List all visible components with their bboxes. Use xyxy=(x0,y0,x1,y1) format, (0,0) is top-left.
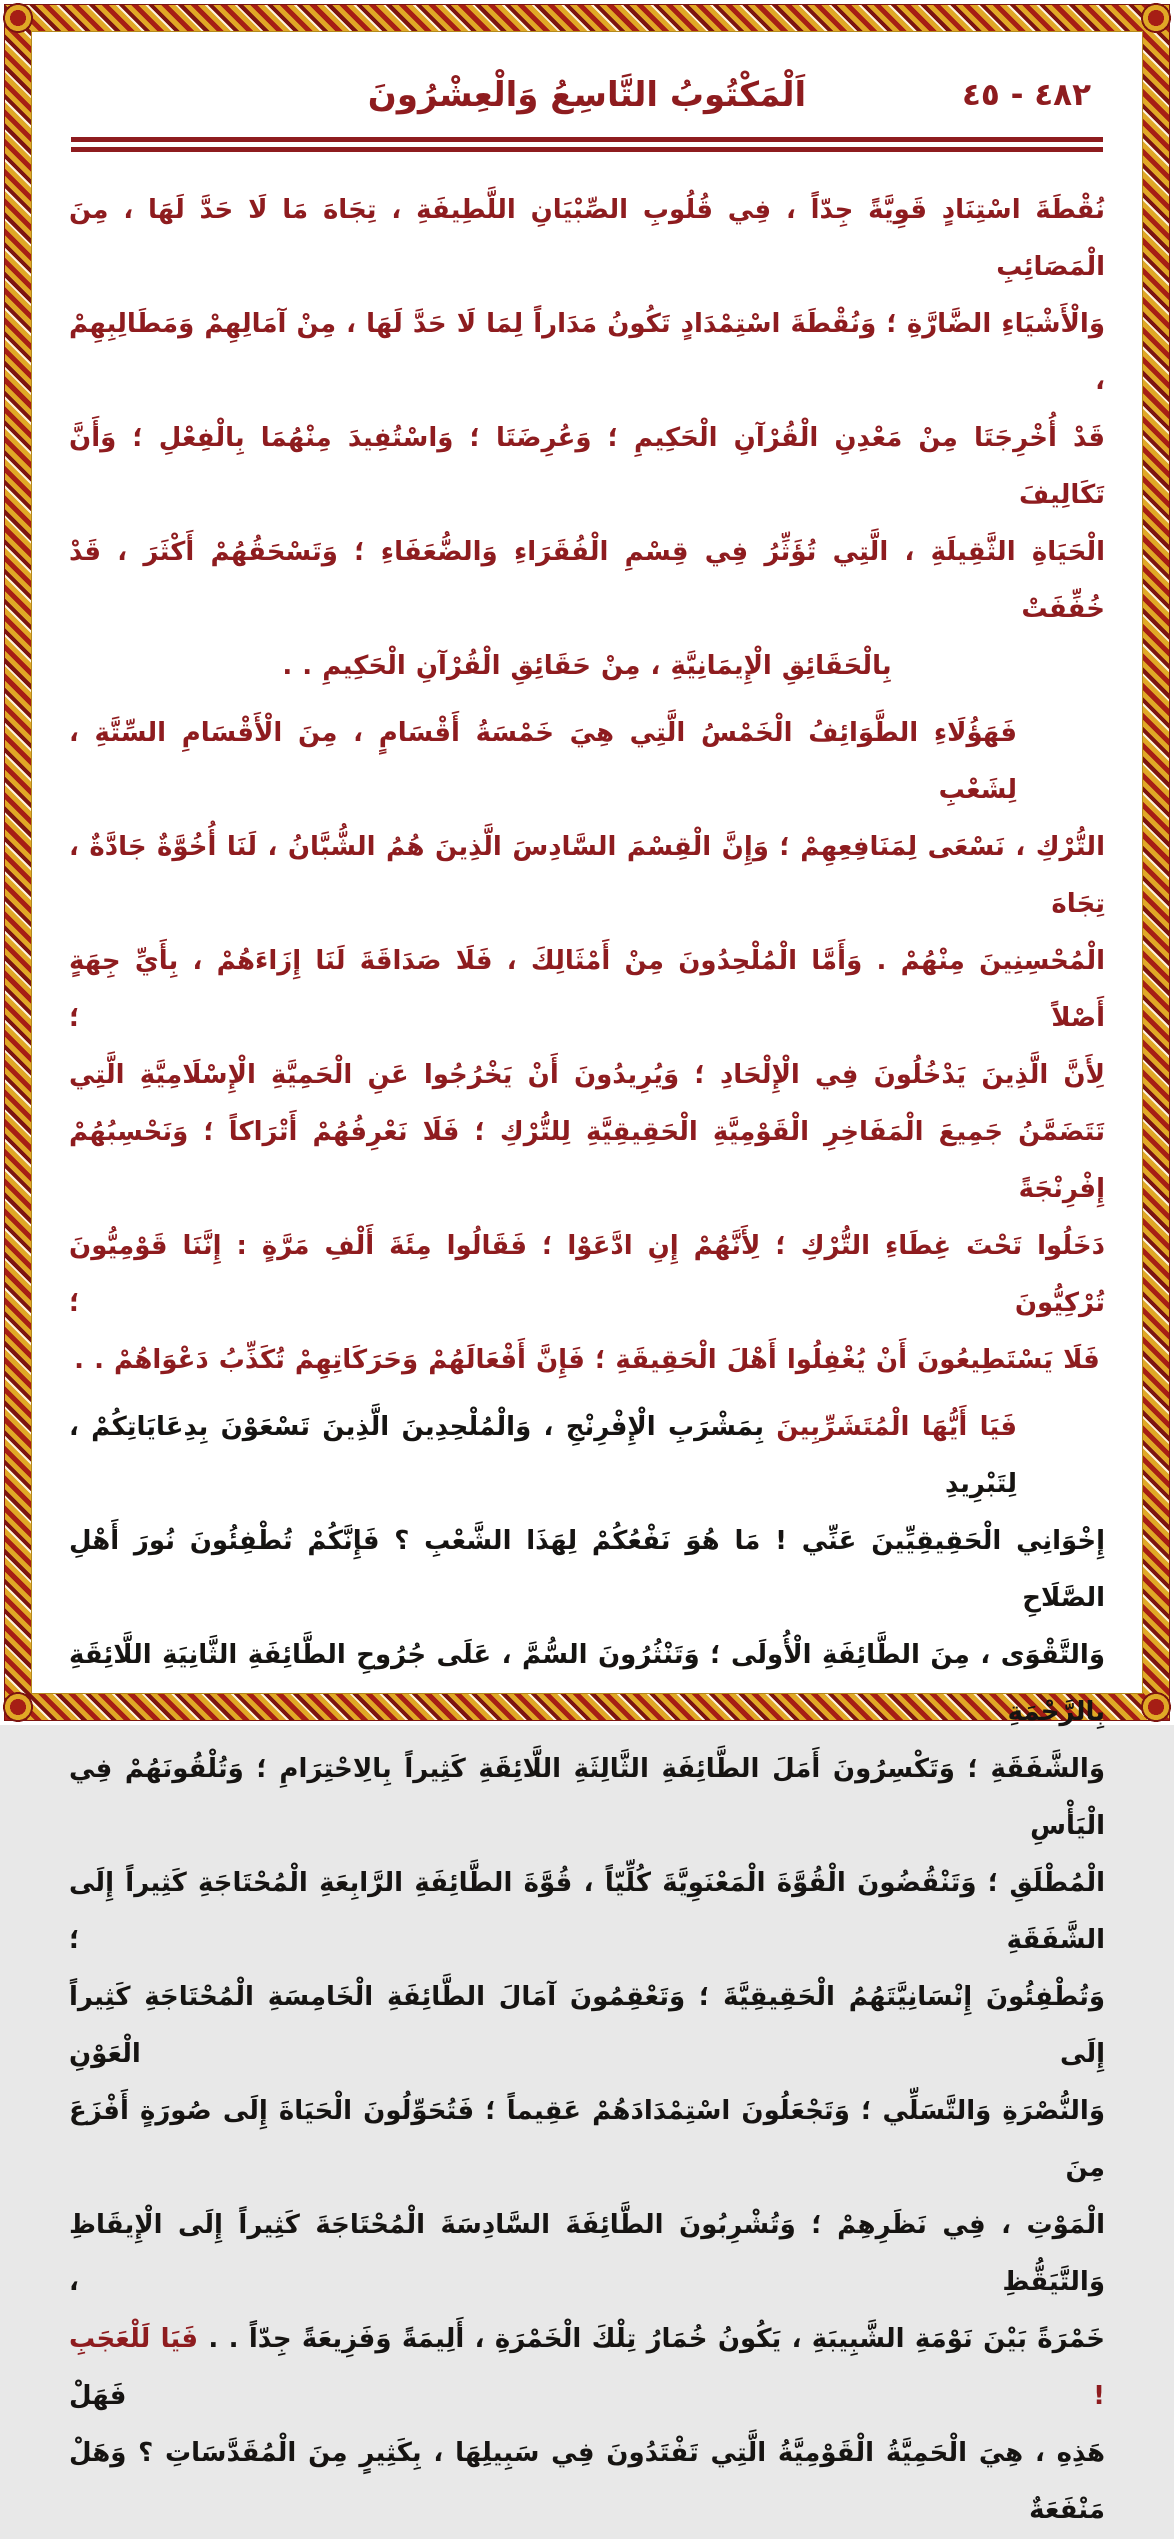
page-title: اَلْمَكْتُوبُ التَّاسِعُ وَالْعِشْرُونَ xyxy=(367,75,807,115)
text-line: الْحَيَاةِ الثَّقِيلَةِ ، الَّتِي تُؤَثِّرُ فِي قِسْمِ الْفُقَرَاءِ وَالضُّعَفَاءِ ؛ وَتَسْحَقُهُمْ أَكْثَرَ ، قَدْ خُفِّفَتْ xyxy=(69,537,1105,624)
page-number: ٤٨٢ - ٤٥ xyxy=(961,77,1091,113)
body-text xyxy=(69,182,1105,2539)
text-line: وَالتَّقْوَى ، مِنَ الطَّائِفَةِ الْأُولَى ؛ وَتَنْثُرُونَ السُّمَّ ، عَلَى جُرُوحِ الطَّائِفَةِ الثَّانِيَةِ اللَّائِقَةِ بِالرَّحْمَةِ xyxy=(69,1640,1105,1727)
highlighted-phrase: فَيَا أَيُّهَا الْمُتَشَرِّبِينَ xyxy=(776,1412,1018,1442)
corner-ornament xyxy=(1139,1,1173,35)
text-line: نُقْطَةَ اسْتِنَادٍ قَوِيَّةً جِدّاً ، فِي قُلُوبِ الصِّبْيَانِ اللَّطِيفَةِ ، تِجَاهَ مَا لَا حَدَّ لَهَا ، مِنَ الْمَصَائِبِ xyxy=(69,195,1105,282)
text-line: التُّرْكِ ، نَسْعَى لِمَنَافِعِهِمْ ؛ وَإِنَّ الْقِسْمَ السَّادِسَ الَّذِينَ هُمُ الشُّبَّانُ ، لَنَا أُخُوَّةٌ جَادَّةٌ ، تِجَاهَ xyxy=(69,832,1105,919)
paragraph xyxy=(69,705,1105,1389)
text-line: بِالْحَقَائِقِ الْإِيمَانِيَّةِ ، مِنْ حَقَائِقِ الْقُرْآنِ الْحَكِيمِ . . xyxy=(282,651,892,681)
corner-ornament xyxy=(1139,1690,1173,1724)
text-line: وَتُطْفِئُونَ إِنْسَانِيَّتَهُمُ الْحَقِيقِيَّةَ ؛ وَتَعْقِمُونَ آمَالَ الطَّائِفَةِ الْخَامِسَةِ الْمُحْتَاجَةِ كَثِيراً إِلَى الْعَوْنِ xyxy=(69,1982,1105,2069)
highlighted-phrase: فَيَا لَلْعَجَبِ ! xyxy=(69,2324,1105,2411)
corner-ornament xyxy=(1,1690,35,1724)
text-line: وَالنُّصْرَةِ وَالتَّسَلِّي ؛ وَتَجْعَلُونَ اسْتِمْدَادَهُمْ عَقِيماً ؛ فَتُحَوِّلُونَ الْحَيَاةَ إِلَى صُورَةٍ أَفْزَعَ مِنَ xyxy=(69,2096,1105,2183)
text-line: لِأَنَّ الَّذِينَ يَدْخُلُونَ فِي الْإِلْحَادِ ؛ وَيُرِيدُونَ أَنْ يَخْرُجُوا عَنِ الْحَمِيَّةِ الْإِسْلَامِيَّةِ الَّتِي xyxy=(69,1060,1105,1090)
text-segment: خَمْرَةً بَيْنَ نَوْمَةِ الشَّبِيبَةِ ، يَكُونُ خُمَارُ تِلْكَ الْخَمْرَةِ ، أَلِيمَةً وَفَزِيعَةً جِدّاً . . xyxy=(198,2324,1105,2354)
paragraph xyxy=(69,182,1105,695)
text-line: تَتَضَمَّنُ جَمِيعَ الْمَفَاخِرِ الْقَوْمِيَّةِ الْحَقِيقِيَّةِ لِلتُّرْكِ ؛ فَلَا نَعْرِفُهُمْ أَتْرَاكاً ؛ وَنَحْسِبُهُمْ إِفْرِنْجَةً xyxy=(69,1117,1105,1204)
page-header xyxy=(69,59,1105,131)
text-line: وَالشَّفَقَةِ ؛ وَتَكْسِرُونَ أَمَلَ الطَّائِفَةِ الثَّالِثَةِ اللَّائِقَةِ كَثِيراً بِالِاحْتِرَامِ ؛ وَتُلْقُونَهُمْ فِي الْيَأْسِ xyxy=(69,1754,1105,1841)
page-content xyxy=(31,31,1143,2525)
ornamental-border xyxy=(5,5,1169,2525)
text-line: قَدْ أُخْرِجَتَا مِنْ مَعْدِنِ الْقُرْآنِ الْحَكِيمِ ؛ وَعُرِضَتَا ؛ وَاسْتُفِيدَ مِنْهُمَا بِالْفِعْلِ ؛ وَأَنَّ تَكَالِيفَ xyxy=(69,423,1105,510)
text-line: الْمُطْلَقِ ؛ وَتَنْقُضُونَ الْقُوَّةَ الْمَعْنَوِيَّةَ كُلِّيّاً ، قُوَّةَ الطَّائِفَةِ الرَّابِعَةِ الْمُحْتَاجَةِ كَثِيراً إِلَى الشَّفَقَةِ ؛ xyxy=(69,1868,1105,1955)
text-line: هَذِهِ ، هِيَ الْحَمِيَّةُ الْقَوْمِيَّةُ الَّتِي تَفْتَدُونَ فِي سَبِيلِهَا ، بِكَثِيرٍ مِنَ الْمُقَدَّسَاتِ ؟ وَهَلْ مَنْفَعَةٌ xyxy=(69,2438,1105,2525)
double-rule xyxy=(71,137,1103,152)
text-segment: بِمَشْرَبِ الْإِفْرِنْجِ ، وَالْمُلْحِدِينَ الَّذِينَ تَسْعَوْنَ بِدِعَايَاتِكُمْ ، لِتَبْرِيدِ xyxy=(69,1412,1017,1499)
text-line: فَلَا يَسْتَطِيعُونَ أَنْ يُغْفِلُوا أَهْلَ الْحَقِيقَةِ ؛ فَإِنَّ أَفْعَالَهُمْ وَحَرَكَاتِهِمْ تُكَذِّبُ دَعْوَاهُمْ . . xyxy=(74,1345,1100,1375)
text-segment: فَهَلْ xyxy=(69,2381,1094,2411)
text-line: الْمُحْسِنِينَ مِنْهُمْ . وَأَمَّا الْمُلْحِدُونَ مِنْ أَمْثَالِكَ ، فَلَا صَدَاقَةَ لَنَا إِزَاءَهُمْ ، بِأَيِّ جِهَةٍ أَصْلاً ؛ xyxy=(69,946,1105,1033)
paragraph xyxy=(69,1399,1105,2539)
text-line: دَخَلُوا تَحْتَ غِطَاءِ التُّرْكِ ؛ لِأَنَّهُمْ إِنِ ادَّعَوْا ؛ فَقَالُوا مِئَةَ أَلْفِ مَرَّةٍ : إِنَّنَا قَوْمِيُّونَ تُرْكِيُّونَ ؛ xyxy=(69,1231,1105,1318)
corner-ornament xyxy=(1,1,35,35)
text-line: فَهَؤُلَاءِ الطَّوَائِفُ الْخَمْسُ الَّتِي هِيَ خَمْسَةُ أَقْسَامٍ ، مِنَ الْأَقْسَامِ السِّتَّةِ ، لِشَعْبِ xyxy=(69,718,1017,805)
text-line: وَالْأَشْيَاءِ الضَّارَّةِ ؛ وَنُقْطَةَ اسْتِمْدَادٍ تَكُونُ مَدَاراً لِمَا لَا حَدَّ لَهَا ، مِنْ آمَالِهِمْ وَمَطَالِبِهِمْ ، xyxy=(69,309,1105,396)
text-line: الْمَوْتِ ، فِي نَظَرِهِمْ ؛ وَتُشْرِبُونَ الطَّائِفَةَ السَّادِسَةَ الْمُحْتَاجَةَ كَثِيراً إِلَى الْإِيقَاظِ وَالتَّيَقُّظِ ، xyxy=(69,2210,1105,2297)
text-line xyxy=(69,1399,1105,1513)
text-line: إِخْوَانِي الْحَقِيقِيِّينَ عَنِّي ! مَا هُوَ نَفْعُكُمْ لِهَذَا الشَّعْبِ ؟ فَإِنَّكُمْ تُطْفِئُونَ نُورَ أَهْلِ الصَّلَاحِ xyxy=(69,1526,1105,1613)
text-line xyxy=(69,2311,1105,2425)
